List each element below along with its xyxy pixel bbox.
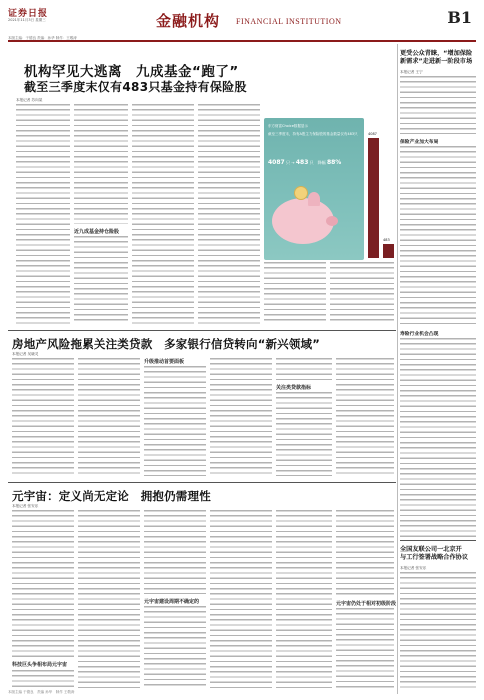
metaverse-column-6b xyxy=(336,608,394,688)
fund-bar-chart xyxy=(364,118,398,260)
sidebar-bottom-headline: 全国友联公司一北京开 与工行签署战略合作协议 xyxy=(400,546,469,561)
bank-column-4 xyxy=(210,358,272,476)
metaverse-column-1 xyxy=(12,510,74,660)
drop-percent: 88% xyxy=(326,159,342,166)
bank-column-6 xyxy=(336,358,394,476)
bank-sub-head-2: 关注类贷款指标 xyxy=(276,385,312,391)
masthead-rule xyxy=(8,40,476,42)
fund-count-after: 483 xyxy=(295,159,309,166)
lead-headline: 机构罕见大逃离 九成基金“跑了” xyxy=(24,64,239,80)
page-number: B1 xyxy=(447,8,472,27)
page-footer: 本版主编 于德良 责编 孙华 制作 王敬涛 xyxy=(8,690,75,694)
metaverse-side-head: 科技巨头争相布局元宇宙 xyxy=(12,662,68,668)
bar-before xyxy=(368,138,379,258)
lead-column-5 xyxy=(264,262,326,324)
coin-icon xyxy=(294,186,308,200)
newspaper-logo: 证券日报 xyxy=(8,9,49,19)
piggy-snout-icon xyxy=(326,216,338,226)
section-title: 金融机构 xyxy=(156,12,221,30)
bank-column-1 xyxy=(12,358,74,476)
sidebar-divider-2 xyxy=(400,540,476,541)
infographic-numbers: 4087 只 → 483 只 降幅 88% xyxy=(268,159,342,166)
sidebar-headline: 更受公众青睐，“增加保险新需求”走进新一阶段市场 xyxy=(400,50,473,65)
lead-byline: 本报记者 苏向杲 xyxy=(16,98,43,102)
fund-count-before: 4087 xyxy=(268,159,285,166)
sidebar-section-head: 保险产业加大布局 xyxy=(400,140,439,145)
metaverse-sub-head-2: 元宇宙仍处于相对初级阶段 xyxy=(336,601,397,607)
bar-after xyxy=(383,244,394,258)
section-divider-1 xyxy=(8,330,396,331)
sidebar-text-1 xyxy=(400,76,476,134)
piggy-bank-icon xyxy=(272,198,334,244)
bank-column-3 xyxy=(144,366,206,476)
metaverse-column-1b xyxy=(12,670,74,688)
infographic-caption: 截至三季度末，持有A股主力保险股的基金数量仅有483只 xyxy=(268,132,358,136)
metaverse-column-6a xyxy=(336,510,394,596)
metaverse-headline: 元宇宙：定义尚无定论 拥抱仍需理性 xyxy=(12,489,211,503)
metaverse-column-5 xyxy=(276,510,332,688)
bank-column-2 xyxy=(78,358,140,476)
bar-before-label: 4087 xyxy=(368,132,377,136)
metaverse-column-4 xyxy=(210,510,272,688)
sidebar-byline: 本报记者 王宁 xyxy=(400,70,423,74)
metaverse-sub-head-1: 元宇宙建设周期不确定的 xyxy=(144,599,200,605)
infographic-source: 东方财富Choice数据显示 xyxy=(268,124,308,128)
bank-column-5a xyxy=(276,358,332,382)
metaverse-column-3a xyxy=(144,510,206,594)
sidebar-section-head-2: 寿险行业机会凸现 xyxy=(400,332,439,337)
lead-column-1 xyxy=(16,104,70,324)
issue-date: 2021年11月3日 星期三 xyxy=(8,18,46,22)
bank-sub-head-1: 升级推动首要面板 xyxy=(144,359,185,365)
lead-column-6 xyxy=(330,262,394,324)
lead-section-head: 近九成基金持仓险股 xyxy=(74,229,120,235)
metaverse-byline: 本报记者 张安乐 xyxy=(12,504,39,508)
lead-column-3 xyxy=(132,104,194,324)
sidebar-bottom-text xyxy=(400,572,476,688)
bank-headline: 房地产风险拖累关注类贷款 多家银行信贷转向“新兴领域” xyxy=(12,337,321,351)
bar-after-label: 483 xyxy=(383,238,390,242)
lead-subheadline: 截至三季度末仅有483只基金持有保险股 xyxy=(24,80,247,94)
bank-column-5b xyxy=(276,392,332,476)
lead-column-2a xyxy=(74,104,128,224)
piggy-bank-infographic xyxy=(264,118,364,260)
section-title-en: FINANCIAL INSTITUTION xyxy=(236,17,342,26)
metaverse-column-3b xyxy=(144,606,206,688)
masthead xyxy=(8,4,476,44)
editor-credits: 本版主编：于德良 责编：孙华 制作：王敬涛 xyxy=(8,36,77,40)
sidebar-text-3 xyxy=(400,338,476,538)
metaverse-column-2 xyxy=(78,510,140,688)
piggy-ear-icon xyxy=(308,192,320,206)
bank-byline: 本报记者 吴晓灵 xyxy=(12,352,39,356)
lead-column-2b xyxy=(74,236,128,324)
section-divider-2 xyxy=(8,482,396,483)
sidebar-text-2 xyxy=(400,146,476,326)
sidebar-bottom-byline: 本报记者 张安乐 xyxy=(400,566,427,570)
lead-column-4 xyxy=(198,104,260,324)
